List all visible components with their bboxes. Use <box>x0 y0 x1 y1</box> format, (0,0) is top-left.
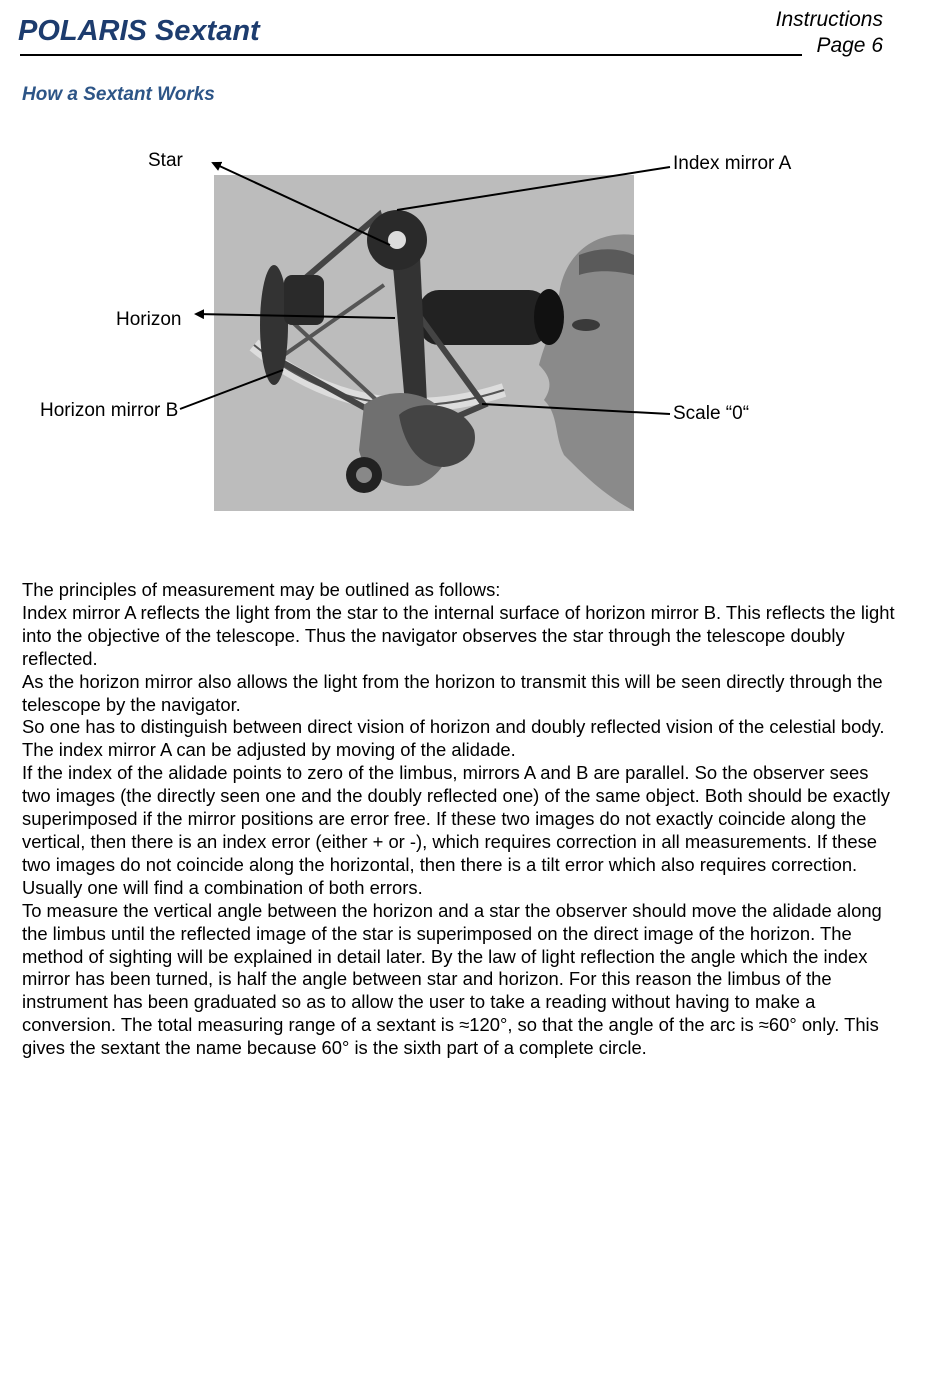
page-number: Page 6 <box>816 34 883 57</box>
label-horizon: Horizon <box>116 309 182 330</box>
label-index-mirror: Index mirror A <box>673 153 792 174</box>
brand-title: POLARIS Sextant <box>18 15 260 47</box>
sextant-figure <box>0 140 950 520</box>
doc-type: Instructions <box>775 8 883 31</box>
body-text <box>22 579 902 1060</box>
star-arrow <box>213 163 390 245</box>
paragraph: The index mirror A can be adjusted by moving of the alidade. <box>22 739 516 761</box>
header-right <box>776 7 883 59</box>
label-horizon-mirror: Horizon mirror B <box>40 400 179 421</box>
label-star: Star <box>148 150 183 171</box>
scale-line <box>482 404 670 414</box>
header-rule <box>20 54 802 56</box>
paragraph: So one has to distinguish between direct vision of horizon and doubly reflected vision of the celestial body. <box>22 716 885 738</box>
paragraph: Index mirror A reflects the light from the star to the internal surface of horizon mirror B. This reflects the light into the objective of the telescope. Thus the navigator observes the star through the telescope doubly reflected. <box>22 601 895 669</box>
horizon-mirror-line <box>180 370 283 409</box>
section-title: How a Sextant Works <box>22 84 215 105</box>
paragraph: To measure the vertical angle between the horizon and a star the observer should move the alidade along the limbus until the reflected image of the star is superimposed on the direct image of the horizon. The method of sighting will be explained in detail later. By the law of light reflection the angle which the index mirror has been turned, is half the angle between star and horizon. For this reason the limbus of the instrument has been graduated so as to allow the user to take a reading without having to make a conversion. The total measuring range of a sextant is ≈120°, so that the angle of the arc is ≈60° only. This gives the sextant the name because 60° is the sixth part of a complete circle. <box>22 899 882 1059</box>
paragraph: As the horizon mirror also allows the light from the horizon to transmit this will be seen directly through the telescope by the navigator. <box>22 670 883 715</box>
horizon-arrow <box>196 314 395 318</box>
index-mirror-line <box>397 167 670 210</box>
paragraph: If the index of the alidade points to zero of the limbus, mirrors A and B are parallel. So the observer sees two images (the directly seen one and the doubly reflected one) of the same object. Both should be exactly superimposed if the mirror positions are error free. If these two images do not exactly coincide along the vertical, then there is an index error (either + or -), which requires correction in all measurements. If these two images do not coincide along the horizontal, then there is a tilt error which also requires correction. Usually one will find a combination of both errors. <box>22 762 890 898</box>
paragraph: The principles of measurement may be outlined as follows: <box>22 579 501 600</box>
label-scale: Scale “0“ <box>673 403 750 424</box>
